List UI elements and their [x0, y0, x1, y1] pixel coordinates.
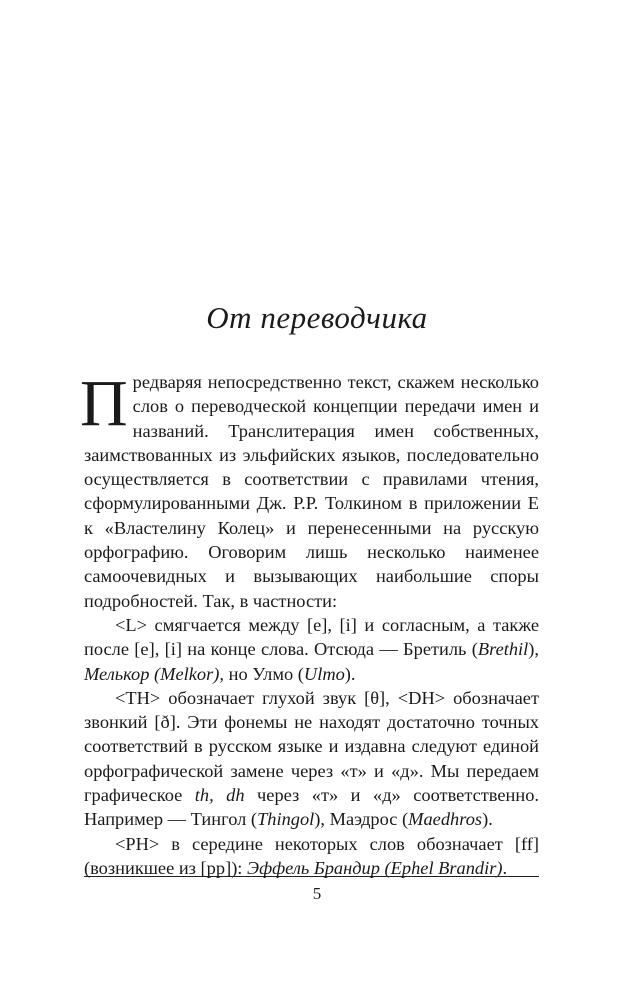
text-run: <L> смягчается между [e], [i] и согласным, а также после [e], [i] на конце слова. Отсюда — Бретиль (: [84, 614, 539, 660]
text-run-italic: Мелькор (Melkor),: [84, 663, 224, 684]
drop-cap: П: [80, 367, 128, 440]
text-run: <PH> в середине некоторых слов обозначает [ff] (возникшее из [pp]):: [84, 833, 539, 878]
text-run: через «т» и «д» соответственно. Например — Тингол (: [84, 785, 539, 830]
chapter-heading: От переводчика: [206, 300, 428, 335]
text-run: ), Маэдрос (: [314, 809, 409, 830]
text-run: .: [502, 857, 508, 878]
paragraph-ph-rule: [84, 832, 539, 881]
text-run: ),: [528, 639, 539, 660]
text-run: ).: [344, 663, 356, 684]
paragraph-l-rule: [84, 613, 539, 686]
page-number: 5: [312, 884, 322, 903]
text-run-italic: Thingol: [257, 809, 315, 830]
paragraph-th-dh-rule: [84, 686, 539, 832]
paragraph-intro-text: редваряя непосредственно текст, скажем несколько слов о переводческой концепции передачи имен и названий. Транслитерация имен собственных, заимствованных из эльфийских языков, последовательно осуществляется в соответствии с правилами чтения, сформулированными Дж. Р.Р. Толкином в приложении Е к «Властелину Колец» и перенесенными на русскую орфографию. Оговорим лишь несколько наименее самоочевидных и вызывающих наибольшие споры подробностей. Так, в частности:: [84, 372, 539, 611]
footer-rule: [84, 876, 539, 877]
text-run: ).: [482, 809, 493, 830]
text-run: <TH> обозначает глухой звук [θ], <DH> обозначает звонкий [ð]. Эти фонемы не находят достаточно точных соответствий в русском языке и издавна следуют единой орфографической замене через «т» и «д». Мы передаем графическое: [84, 687, 539, 806]
text-run-italic: Maedhros: [408, 809, 483, 830]
paragraph-intro: [80, 367, 539, 613]
text-run-italic: Brethil: [477, 639, 529, 660]
body-text: [80, 367, 539, 880]
text-run-italic: th, dh: [194, 785, 245, 806]
text-run-italic: Ulmo: [303, 663, 345, 684]
text-run: но Улмо (: [224, 663, 304, 684]
text-run-italic: Эффель Брандир (Ephel Brandir): [247, 857, 503, 878]
